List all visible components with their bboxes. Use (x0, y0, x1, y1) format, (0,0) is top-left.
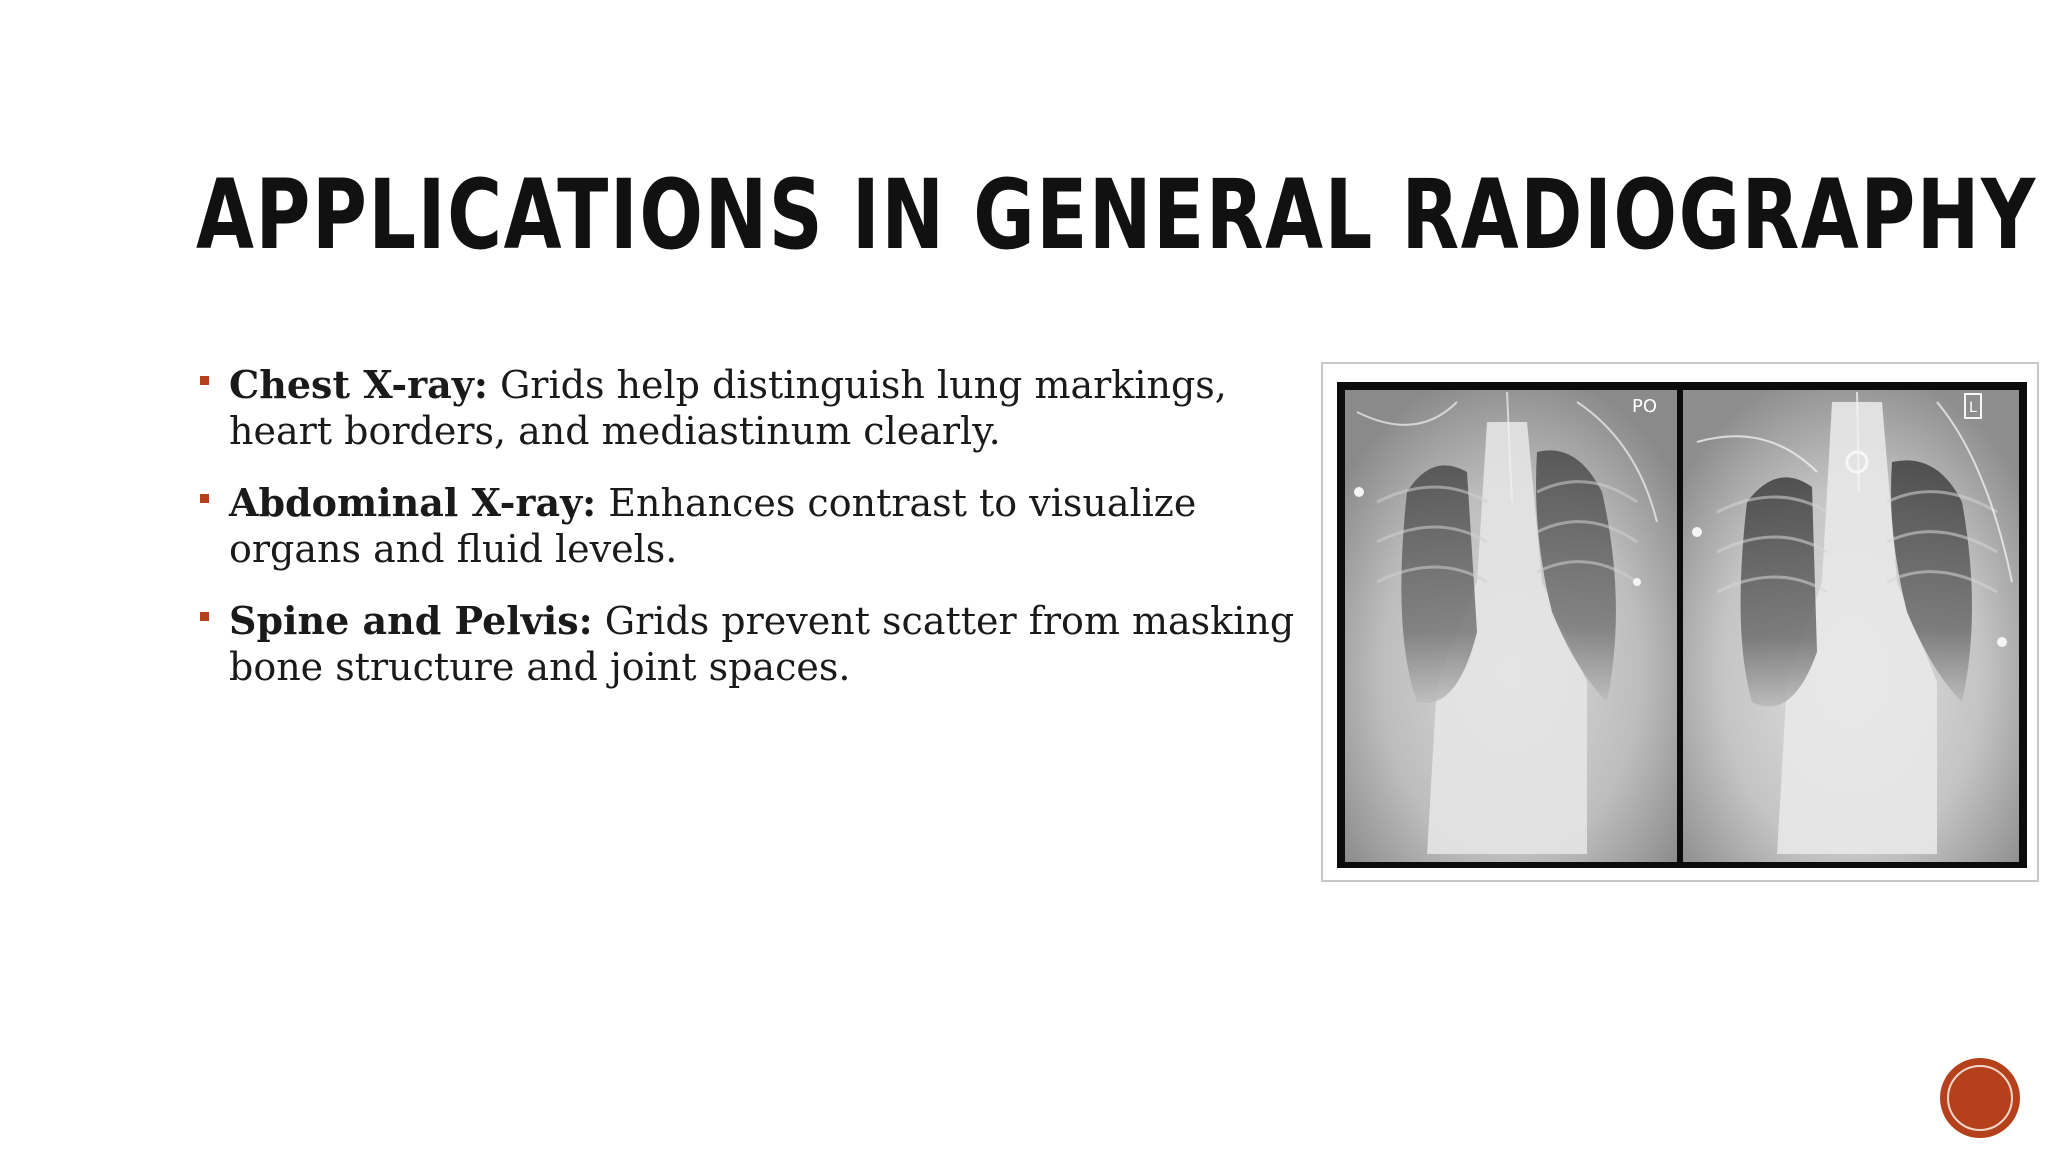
slide-number-circle-icon (1942, 1060, 2018, 1136)
xray-figure (1321, 362, 2039, 882)
xray-left-marker: PO (1632, 396, 1658, 417)
bullet-term: Chest X-ray: (229, 362, 488, 407)
bullet-item-chest-xray (196, 362, 1316, 454)
square-bullet-icon (200, 494, 209, 503)
bullet-term: Abdominal X-ray: (229, 480, 597, 525)
bullet-text: Grids prevent scatter from masking bone structure and joint spaces. (229, 599, 1295, 689)
bullet-text: Grids help distinguish lung markings, heart borders, and mediastinum clearly. (229, 363, 1227, 453)
chest-xray-image (1337, 382, 2027, 868)
xray-left (1345, 390, 1677, 862)
bullet-text: Enhances contrast to visualize organs and fluid levels. (229, 481, 1197, 571)
bullet-list (196, 362, 1316, 716)
xray-right-marker: L (1969, 400, 1977, 416)
xray-right (1683, 390, 2019, 862)
bullet-item-abdominal-xray (196, 480, 1316, 572)
square-bullet-icon (200, 612, 209, 621)
bullet-item-spine-pelvis (196, 598, 1316, 690)
bullet-term: Spine and Pelvis: (229, 598, 593, 643)
slide-title: APPLICATIONS IN GENERAL RADIOGRAPHY (196, 159, 2037, 271)
square-bullet-icon (200, 376, 209, 385)
